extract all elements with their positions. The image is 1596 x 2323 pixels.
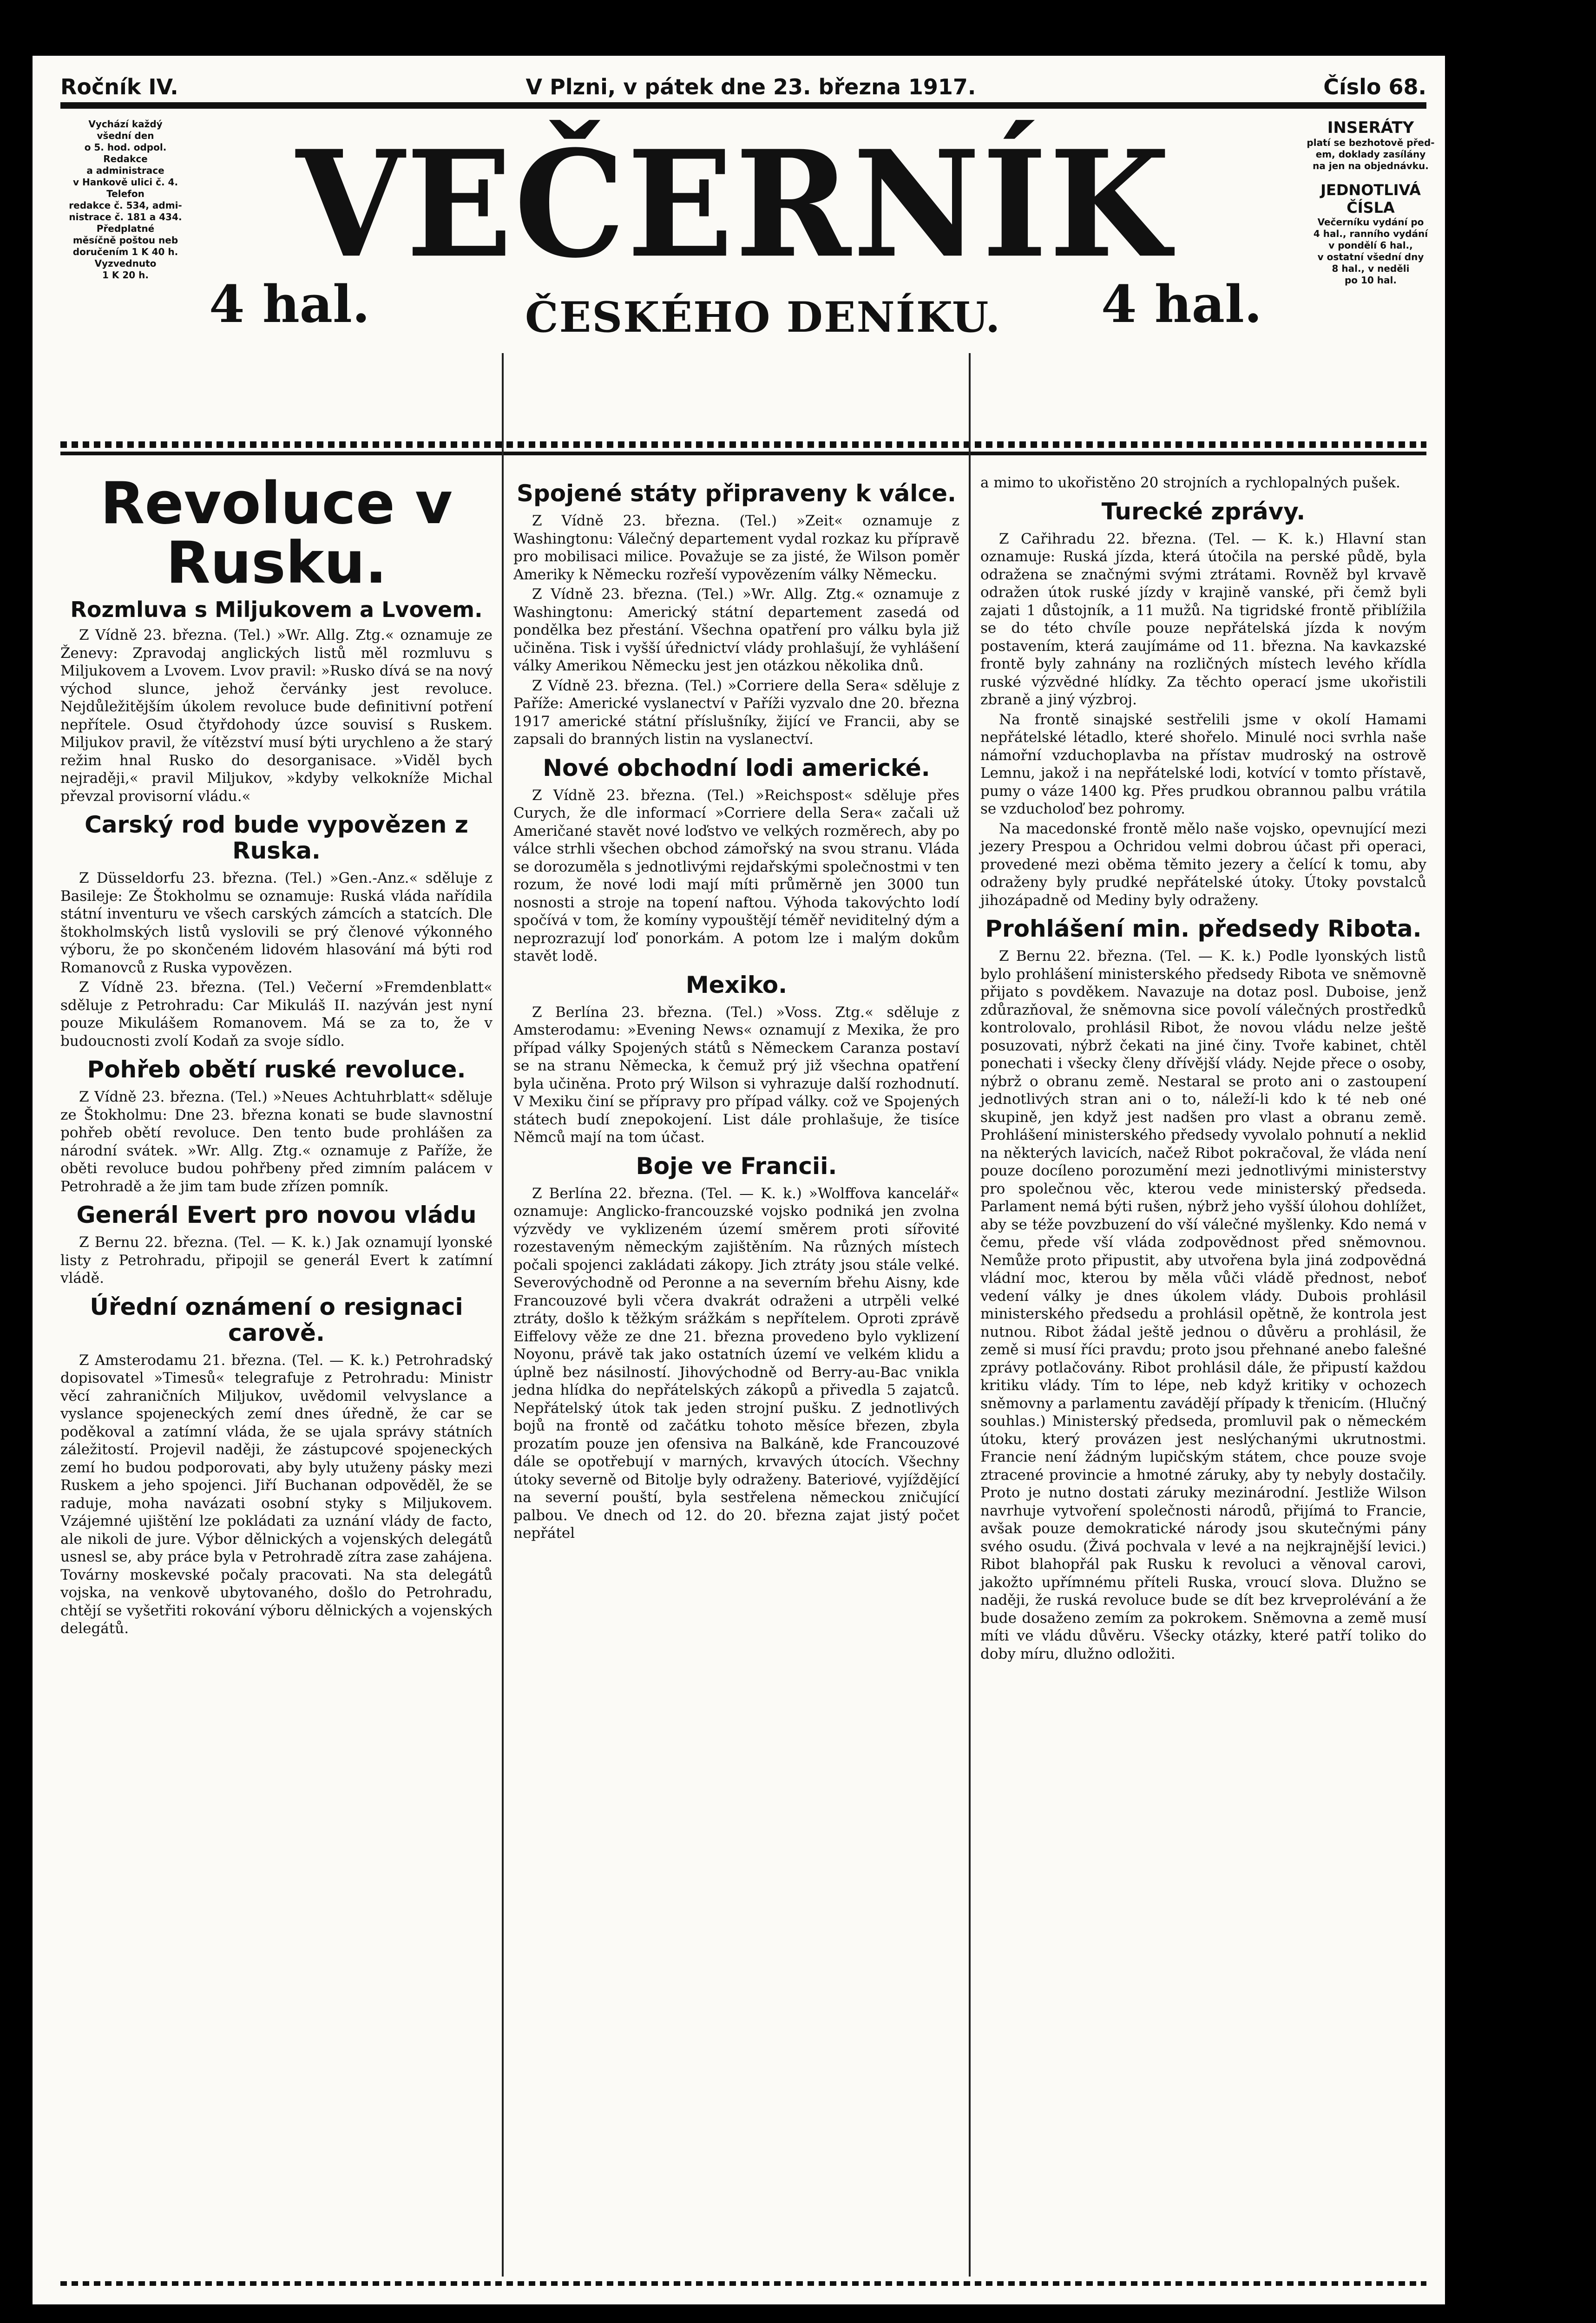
left-info-line: redakce č. 534, admi-	[69, 200, 182, 211]
article-subheadline: Rozmluva s Miljukovem a Lvovem.	[70, 597, 483, 622]
left-info-line: všední den	[97, 130, 154, 141]
left-info-line: o 5. hod. odpol.	[84, 142, 167, 153]
left-info-line: doručením 1 K 40 h.	[72, 246, 178, 257]
masthead-rule-top	[60, 441, 1426, 448]
right-info-line: v ostatní všední dny	[1317, 251, 1424, 262]
article-paragraph: a mimo to ukořistěno 20 strojních a rychlopalných pušek.	[980, 474, 1400, 491]
masthead-title: VEČERNÍK	[296, 118, 1172, 290]
price-right: 4 hal.	[1101, 274, 1262, 334]
article-paragraph: Z Cařihradu 22. března. (Tel. — K. k.) Hlavní stan oznamuje: Ruská jízda, která útočila na perské půdě, byla odražena se značnými svými ztrátami. Rovněž byl krvavě odražen útok ruské jízdy v krajině vanské, při čemž byli zajati 1 důstojník, a 11 mužů. Na tigridské frontě přiblížila se do této chvíle pouze nepřátelská jízda k novým postavením, která zaujímáme od 11. března. Na kavkazské frontě byly zahnány na rozličných místech levého křídla ruské výzvědné hlídky. Za těchto operací jsme ukořistili zbraně a jiný výzbroj.	[980, 530, 1426, 708]
column-divider-2	[969, 353, 971, 2277]
left-info-line: Předplatné	[96, 223, 155, 234]
dateline: V Plzni, v pátek dne 23. března 1917.	[525, 74, 976, 99]
article-headline: Nové obchodní lodi americké.	[543, 754, 930, 781]
right-info-box	[1301, 118, 1440, 286]
inserty-heading: INSERÁTY	[1327, 118, 1414, 137]
column-1	[60, 470, 493, 1640]
header-line	[60, 74, 1426, 99]
main-headline: Revoluce v Rusku.	[100, 470, 453, 597]
article-paragraph: Z Amsterodamu 21. března. (Tel. — K. k.) Petrohradský dopisovatel »Timesů« telegrafuje z Petrohradu: Ministr věcí zahraničních Miljukov, uvědomil velvyslance a vyslance spojeneckých zemí dnes úředně, že car se poděkoval a zatímní vláda, že se ujala správy státních záležitostí. Projevil naději, že zástupcové spojeneckých zemí ho budou podporovati, aby byly utuženy pásky mezi Ruskem a jeho spojenci. Jiří Buchanan odpověděl, že se raduje, moha navázati osobní styky s Miljukovem. Vzájemné ujištění lze pokládati za uznání vlády de facto, ale nikoli de jure. Výbor dělnických a vojenských delegátů usnesl se, aby práce byla v Petrohradě zítra zase zahájena. Továrny moskevské počaly pracovati. Na sta delegátů vojska, na venkově ubytovaného, došlo do Petrohradu, chtějí se vyšetřiti rokování výboru dělnických a vojenských delegátů.	[60, 1352, 493, 1637]
header-rule	[60, 102, 1426, 109]
newspaper-page	[33, 56, 1445, 2304]
volume-label: Ročník IV.	[60, 74, 178, 99]
article-headline: Pohřeb obětí ruské revoluce.	[87, 1056, 466, 1083]
article-headline: Turecké zprávy.	[1101, 498, 1306, 525]
left-info-line: Vychází každý	[88, 118, 163, 130]
article-headline: Generál Evert pro novou vládu	[76, 1201, 477, 1228]
right-info-line: na jen na objednávku.	[1313, 160, 1429, 171]
article-paragraph: Z Bernu 22. března. (Tel. — K. k.) Jak oznamují lyonské listy z Petrohradu, připojil se generál Evert k zatímní vládě.	[60, 1234, 493, 1286]
article-paragraph: Z Vídně 23. března. (Tel.) »Wr. Allg. Ztg.« oznamuje z Washingtonu: Americký státní departement zasedá od pondělka bez přestání. Všechna opatření pro válku byla již učiněna. Tisk i vyšší úřednictví vlády prohlašují, že vyhlášení války Amerikou Německu jest jen otázkou několika dnů.	[513, 586, 959, 674]
left-info-box	[56, 118, 195, 281]
right-info-line: Večerníku vydání po	[1317, 217, 1424, 228]
price-left: 4 hal.	[209, 274, 370, 334]
article-paragraph: Z Bernu 22. března. (Tel. — K. k.) Podle lyonských listů bylo prohlášení ministerského předsedy Ribota ve sněmovně přijato s povděkem. Navazuje na dotaz posl. Duboise, jenž zdůrazňoval, že sněmovna sice povolí válečných prostředků kontrolovalo, prohlásil Ribot, že novou vládu nelze ještě posuzovati, nýbrž čekati na jiné činy. Tvoře kabinet, chtěl ponechati i všecky členy dřívější vlády. Nejde přece o osoby, nýbrž o obranu země. Nestaral se proto ani o zastoupení jednotlivých stran ani o to, náleží-li kdo k té neb oné skupině, jen když jest nadšen pro vlast a obranu země. Prohlášení ministerského předsedy vyvolalo pohnutí a neklid na některých lavicích, načež Ribot pokračoval, že vláda není pouze docíleno porozumění mezi jednotlivými ministerstvy pro společnou věc, kterou vede ministerský předseda. Parlament nemá býti rušen, nýbrž jeho vyšší úlohou dohlížet, aby se téže povzbuzení do vší válečné myšlenky. Kdo nemá v čemu, přede vší vláda zodpovědnost před sněmovnou. Nemůže proto připustit, aby utvořena byla jiná zodpovědná vládní moc, kterou by měla vůči vládě přednost, neboť vedení války je dnes úkolem vlády. Dubois prohlásil ministerského předsedu a prohlásil opětně, že kontrola jest nutnou. Ribot žádal ještě jednou o důvěru a prohlásil, že země si musí říci pravdu; proto jsou přehnané anebo falešné zprávy potlačovány. Ribot prohlásil dále, že připustí každou kritiku vlády. Tím to lépe, neb když kritiky v ochozech sněmovny a parlamentu zavádějí případy k třenicím. (Hlučný souhlas.) Ministerský předseda, promluvil pak o německém útoku, který provázen jest neslýchanými ukrutnostmi. Francie není žádným lupičským státem, chce pouze svoje ztracené provincie a hmotné záruky, aby ty nebyly dostačily. Proto je nutno dostati záruky mezinárodní. Jestliže Wilson navrhuje vytvoření společnosti národů, přijímá to Francie, avšak pouze demokratické národy jsou skutečnými pány svého osudu. (Živá pochvala v levé a na nejkrajnější levici.) Ribot blahopřál pak Rusku k revoluci a věnoval carovi, jakožto upřímnému příteli Ruska, vroucí slova. Dlužno se naději, že ruská revoluce bude se dít bez krveprolévání a že bude dosaženo zemím za pokrokem. Sněmovna a země musí míti ve vládu důvěru. Všecky otázky, které patří toliko do doby míru, dlužno odložiti.	[980, 948, 1426, 1662]
right-info-line: 8 hal., v neděli	[1332, 263, 1410, 274]
article-paragraph: Z Vídně 23. března. (Tel.) Večerní »Fremdenblatt« sděluje z Petrohradu: Car Mikuláš II. nazýván jest nyní pouze Mikulášem Romanovem. Má se za to, že v budoucnosti zvolí Kodaň za svoje sídlo.	[60, 979, 493, 1050]
right-info-line: em, doklady zasílány	[1315, 149, 1426, 160]
article-headline: Boje ve Francii.	[636, 1152, 837, 1180]
left-info-line: Vyzvednuto	[94, 258, 157, 269]
right-info-line: v pondělí 6 hal.,	[1328, 240, 1413, 251]
left-info-line: 1 K 20 h.	[102, 269, 149, 281]
column-2	[513, 474, 959, 1544]
masthead-rule-bottom	[60, 452, 1426, 455]
article-paragraph: Z Berlína 22. března. (Tel. — K. k.) »Wolffova kancelář« oznamuje: Anglicko-francouzské vojsko podniká jen zvolna výzvědy ve vyklizeném území směrem proti sířovité rozestaveným německým zajištěním. Na různých místech počali spojenci zakládati zákopy. Jich ztráty jsou stále velké. Severovýchodně od Peronne a na severním břehu Aisny, kde Francouzové byli včera dvakrát odraženi a utrpěli velké ztráty, došlo k těžkým srážkám s nepřítelem. Oproti zprávě Eiffelovy věže ze dne 21. března provedeno bylo vyklizení Noyonu, právě tak jako ostatních území ve velkém klidu a úplně bez násilností. Jihovýchodně od Berry-au-Bac vnikla jedna hlídka do nepřátelských zákopů a přivedla 5 zajatců. Nepřátelský útok tak jeden strojní pušku. Z jednotlivých bojů na frontě od začátku tohoto měsíce březen, zbyla prozatím pouze jen ofensiva na Balkáně, kde Francouzové dále se opotřebují v marných, krvavých útocích. Všechny útoky severně od Bitolje byly odraženy. Bateriové, vyjíždějící na severní pouští, byla sestřelena německou zničující palbou. Ve dnech od 12. do 20. března zajat jistý počet nepřátel	[513, 1185, 959, 1542]
article-headline: Carský rod bude vypovězen z Ruska.	[85, 811, 468, 864]
article-paragraph: Z Vídně 23. března. (Tel.) »Wr. Allg. Ztg.« oznamuje ze Ženevy: Zpravodaj anglických listů měl rozmluvu s Miljukovem a Lvovem. Lvov pravil: »Rusko dívá se na nový východ slunce, jehož červánky jest revoluce. Nejdůležitějším úkolem revoluce bude definitivní potření nepřítele. Osud čtyřdohody úzce souvisí s Ruskem. Miljukov pravil, že vítězství musí býti urychleno a že starý režim hnal Rusko do desorganisace. »Viděl bych nejraději,« pravil Miljukov, »kdyby velkokníže Michal převzal provisorní vládu.«	[60, 627, 493, 805]
article-headline: Prohlášení min. předsedy Ribota.	[985, 915, 1422, 942]
left-info-line: nistrace č. 181 a 434.	[69, 211, 182, 223]
article-headline: Mexiko.	[685, 971, 788, 998]
masthead-subtitle: ČESKÉHO DENÍKU.	[525, 293, 1001, 342]
article-paragraph: Z Vídně 23. března. (Tel.) »Neues Achtuhrblatt« sděluje ze Štokholmu: Dne 23. března konati se bude slavnostní pohřeb obětí revoluce. Den tento bude prohlášen za národní svátek. »Wr. Allg. Ztg.« oznamuje z Paříže, že oběti revoluce budou pohřbeny před zimním palácem v Petrohradě a že jim tam bude zřízen pomník.	[60, 1089, 493, 1195]
right-info-line: 4 hal., ranního vydání	[1313, 228, 1428, 239]
article-paragraph: Na frontě sinajské sestřelili jsme v okolí Hamami nepřátelské létadlo, které shořelo. Minulé noci svrhla naše námořní vzduchoplavba na přístav mudroský na ostrově Lemnu, jakož i na nepřátelské lodi, kotvící v tomto přístavě, pumy o váze 1400 kg. Přes prudkou obrannou palbu vrátila se vzducholoď bez pohromy.	[980, 711, 1426, 817]
column-3	[980, 474, 1426, 1665]
article-headline: Úřední oznámení o resignaci carově.	[90, 1293, 463, 1346]
column-divider-1	[502, 353, 504, 2277]
left-info-line: Telefon	[106, 188, 144, 199]
left-info-line: Redakce	[103, 153, 148, 164]
footer-rule	[60, 2281, 1426, 2286]
right-info-line: platí se bezhotově před-	[1307, 137, 1435, 148]
article-paragraph: Z Vídně 23. března. (Tel.) »Zeit« oznamuje z Washingtonu: Válečný departement vydal rozkaz ku přípravě pro mobilisaci milice. Považuje se za jisté, že Wilson poměr Ameriky k Německu rozřeší vypovězením války Německu.	[513, 512, 959, 583]
article-headline: Spojené státy připraveny k válce.	[517, 480, 956, 507]
right-info-line: po 10 hal.	[1344, 275, 1397, 286]
left-info-line: měsíčně poštou neb	[72, 235, 178, 246]
left-info-line: a administrace	[86, 165, 164, 176]
issue-number: Číslo 68.	[1323, 74, 1426, 99]
article-paragraph: Z Berlína 23. března. (Tel.) »Voss. Ztg.« sděluje z Amsterodamu: »Evening News« oznamují z Mexika, že pro případ války Spojených států s Německem Caranza postaví se na stranu Německa, k čemuž prý již všechna opatření byla učiněna. Proto prý Wilson si vyhrazuje další rozhodnutí. V Mexiku činí se přípravy pro případ války. což ve Spojených státech budí znepokojení. List dále prohlašuje, že tisíce Němců mají na tom účast.	[513, 1004, 959, 1146]
single-issue-heading: JEDNOTLIVÁ ČÍSLA	[1320, 181, 1421, 217]
left-info-line: v Hankově ulici č. 4.	[72, 177, 178, 188]
article-paragraph: Z Düsseldorfu 23. března. (Tel.) »Gen.-Anz.« sděluje z Basileje: Ze Štokholmu se oznamuje: Ruská vláda nařídila státní inventuru ve všech carských zámcích a statcích. Dle štokholmských listů vyslovili se prý členové výkonného výboru, že po skončeném lidovém hlasování má býti rod Romanovců z Ruska vypovězen.	[60, 870, 493, 976]
article-paragraph: Z Vídně 23. března. (Tel.) »Corriere della Sera« sděluje z Paříže: Americké vyslanectví v Paříži vyzvalo dne 20. března 1917 americké státní příslušníky, žijící ve Francii, aby se zapsali do branných listin na vyslanectví.	[513, 677, 959, 748]
article-paragraph: Na macedonské frontě mělo naše vojsko, opevnující mezi jezery Prespou a Ochridou velmi dobrou účast při operaci, provedené mezi oběma těmito jezery a čelící k tomu, aby odraženy byly prudké nepřátelské útoky. Útoky povstalců jihozápadně od Mediny byly odraženy.	[980, 820, 1426, 909]
article-paragraph: Z Vídně 23. března. (Tel.) »Reichspost« sděluje přes Curych, že dle informací »Corriere della Sera« začali už Američané stavět nové loďstvo ve velkých rozměrech, aby po válce strhli všechen obchod zámořský na svou stranu. Vláda se dorozuměla s jednotlivými rejdařskými společnostmi v ten rozum, že nové lodi mají míti průměrně jen 3000 tun nosnosti a stroje na topení naftou. Výhoda takovýchto lodí spočívá v tom, že komíny vypouštějí téměř neviditelný dým a neprozrazují loď ponorkám. A potom lze i malým dokům stavět lodě.	[513, 787, 959, 965]
